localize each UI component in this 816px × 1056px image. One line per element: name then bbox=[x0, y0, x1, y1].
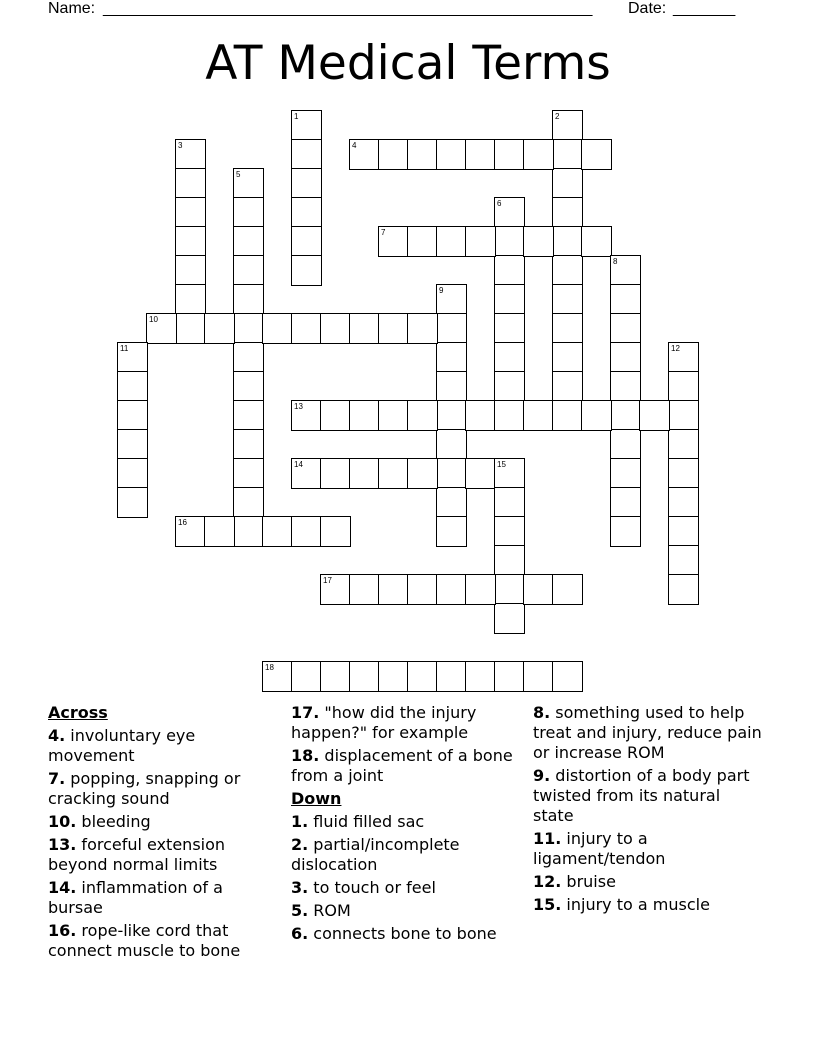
clue-number-label: 8. bbox=[533, 703, 551, 722]
grid-cell[interactable] bbox=[436, 429, 467, 460]
grid-cell[interactable] bbox=[233, 255, 264, 286]
name-label: Name: bbox=[48, 0, 96, 17]
grid-cell[interactable] bbox=[610, 516, 641, 547]
grid-cell[interactable] bbox=[378, 458, 409, 489]
clue-text: fluid filled sac bbox=[308, 812, 425, 831]
grid-cell[interactable] bbox=[552, 197, 583, 228]
grid-cell[interactable] bbox=[494, 661, 525, 692]
clue-number: 6 bbox=[497, 199, 502, 208]
grid-cell[interactable] bbox=[523, 661, 554, 692]
grid-cell[interactable] bbox=[668, 545, 699, 576]
clue-item bbox=[291, 703, 523, 743]
grid-cell[interactable] bbox=[407, 226, 438, 257]
clue-number-label: 2. bbox=[291, 835, 309, 854]
grid-cell[interactable] bbox=[175, 313, 206, 344]
grid-cell[interactable] bbox=[610, 284, 641, 315]
grid-cell[interactable] bbox=[610, 313, 641, 344]
clue-text: inflammation of a bursae bbox=[48, 878, 223, 917]
grid-cell[interactable] bbox=[552, 400, 583, 431]
clue-item bbox=[533, 703, 765, 763]
grid-cell[interactable] bbox=[349, 313, 380, 344]
grid-cell[interactable] bbox=[494, 574, 525, 605]
grid-cell[interactable] bbox=[378, 313, 409, 344]
grid-cell[interactable] bbox=[378, 661, 409, 692]
grid-cell[interactable] bbox=[117, 458, 148, 489]
clue-text: "how did the injury happen?" for example bbox=[291, 703, 477, 742]
grid-cell[interactable] bbox=[610, 371, 641, 402]
grid-cell[interactable] bbox=[233, 313, 264, 344]
clue-item bbox=[48, 878, 280, 918]
clue-number: 1 bbox=[294, 112, 299, 121]
grid-cell[interactable] bbox=[494, 487, 525, 518]
grid-cell[interactable] bbox=[320, 458, 351, 489]
date-label: Date: bbox=[628, 0, 667, 17]
grid-cell[interactable] bbox=[407, 139, 438, 170]
grid-cell[interactable] bbox=[436, 400, 467, 431]
grid-cell[interactable] bbox=[668, 429, 699, 460]
grid-cell[interactable] bbox=[610, 487, 641, 518]
clue-number: 15 bbox=[497, 460, 506, 469]
clues-column-2 bbox=[291, 703, 523, 947]
grid-cell[interactable] bbox=[581, 139, 612, 170]
clue-text: partial/incomplete dislocation bbox=[291, 835, 460, 874]
grid-cell[interactable] bbox=[494, 313, 525, 344]
grid-cell[interactable] bbox=[436, 139, 467, 170]
grid-cell[interactable] bbox=[291, 313, 322, 344]
grid-cell[interactable] bbox=[610, 458, 641, 489]
grid-cell[interactable] bbox=[233, 284, 264, 315]
grid-cell[interactable] bbox=[610, 342, 641, 373]
grid-cell[interactable] bbox=[465, 139, 496, 170]
clue-text: bruise bbox=[561, 872, 616, 891]
clue-item bbox=[48, 921, 280, 961]
grid-cell[interactable] bbox=[610, 429, 641, 460]
grid-cell[interactable] bbox=[494, 400, 525, 431]
clue-number: 16 bbox=[178, 518, 187, 527]
grid-cell[interactable] bbox=[552, 226, 583, 257]
grid-cell[interactable] bbox=[494, 226, 525, 257]
grid-cell[interactable] bbox=[436, 313, 467, 344]
across-heading: Across bbox=[48, 703, 108, 722]
grid-cell[interactable] bbox=[262, 516, 293, 547]
clue-text: involuntary eye movement bbox=[48, 726, 196, 765]
clue-item bbox=[291, 878, 523, 898]
clue-number-label: 15. bbox=[533, 895, 562, 914]
grid-cell[interactable] bbox=[639, 400, 670, 431]
down-heading: Down bbox=[291, 789, 342, 808]
clue-item bbox=[533, 829, 765, 869]
grid-cell[interactable] bbox=[581, 400, 612, 431]
clue-number-label: 5. bbox=[291, 901, 309, 920]
clue-number: 5 bbox=[236, 170, 241, 179]
clue-number-label: 12. bbox=[533, 872, 562, 891]
grid-cell[interactable] bbox=[233, 226, 264, 257]
grid-cell[interactable] bbox=[291, 226, 322, 257]
grid-cell[interactable] bbox=[436, 661, 467, 692]
clue-number: 9 bbox=[439, 286, 444, 295]
grid-cell[interactable] bbox=[378, 574, 409, 605]
clue-item bbox=[291, 812, 523, 832]
clue-number-label: 14. bbox=[48, 878, 77, 897]
grid-cell[interactable] bbox=[668, 371, 699, 402]
clue-item bbox=[291, 746, 523, 786]
grid-cell[interactable] bbox=[668, 487, 699, 518]
grid-cell[interactable] bbox=[552, 313, 583, 344]
grid-cell[interactable] bbox=[552, 574, 583, 605]
grid-cell[interactable] bbox=[378, 139, 409, 170]
clue-text: bleeding bbox=[76, 812, 151, 831]
grid-cell[interactable] bbox=[668, 400, 699, 431]
grid-cell[interactable] bbox=[494, 255, 525, 286]
grid-cell[interactable] bbox=[581, 226, 612, 257]
grid-cell[interactable] bbox=[233, 487, 264, 518]
clue-text: injury to a muscle bbox=[561, 895, 710, 914]
grid-cell[interactable] bbox=[610, 400, 641, 431]
grid-cell[interactable] bbox=[465, 458, 496, 489]
clue-number-label: 16. bbox=[48, 921, 77, 940]
clue-text: connects bone to bone bbox=[308, 924, 497, 943]
grid-cell[interactable] bbox=[175, 168, 206, 199]
clue-number: 10 bbox=[149, 315, 158, 324]
grid-cell[interactable] bbox=[436, 487, 467, 518]
grid-cell[interactable] bbox=[291, 661, 322, 692]
clue-item bbox=[533, 895, 765, 915]
clue-number-label: 1. bbox=[291, 812, 309, 831]
clue-text: forceful extension beyond normal limits bbox=[48, 835, 226, 874]
grid-cell[interactable] bbox=[320, 516, 351, 547]
clue-text: rope-like cord that connect muscle to bone bbox=[48, 921, 241, 960]
grid-cell[interactable] bbox=[436, 574, 467, 605]
clue-text: displacement of a bone from a joint bbox=[291, 746, 513, 785]
clue-text: popping, snapping or cracking sound bbox=[48, 769, 241, 808]
grid-cell[interactable] bbox=[320, 661, 351, 692]
grid-cell[interactable] bbox=[552, 371, 583, 402]
clue-item bbox=[48, 835, 280, 875]
grid-cell[interactable] bbox=[523, 574, 554, 605]
grid-cell[interactable] bbox=[436, 458, 467, 489]
grid-cell[interactable] bbox=[494, 139, 525, 170]
clue-item bbox=[48, 726, 280, 766]
clue-number: 8 bbox=[613, 257, 618, 266]
clue-number: 18 bbox=[265, 663, 274, 672]
grid-cell[interactable] bbox=[117, 429, 148, 460]
grid-cell[interactable] bbox=[668, 458, 699, 489]
grid-cell[interactable] bbox=[552, 342, 583, 373]
grid-cell[interactable] bbox=[407, 400, 438, 431]
grid-cell[interactable] bbox=[407, 458, 438, 489]
grid-cell[interactable] bbox=[233, 458, 264, 489]
grid-cell[interactable] bbox=[349, 458, 380, 489]
grid-cell[interactable] bbox=[523, 226, 554, 257]
grid-cell[interactable] bbox=[117, 400, 148, 431]
grid-cell[interactable] bbox=[175, 226, 206, 257]
grid-cell[interactable] bbox=[523, 139, 554, 170]
clue-item bbox=[291, 901, 523, 921]
grid-cell[interactable] bbox=[378, 400, 409, 431]
grid-cell[interactable] bbox=[436, 371, 467, 402]
grid-cell[interactable] bbox=[668, 516, 699, 547]
clue-number-label: 3. bbox=[291, 878, 309, 897]
grid-cell[interactable] bbox=[552, 139, 583, 170]
clue-number: 7 bbox=[381, 228, 386, 237]
grid-cell[interactable] bbox=[465, 226, 496, 257]
grid-cell[interactable] bbox=[233, 197, 264, 228]
grid-cell[interactable] bbox=[465, 400, 496, 431]
clue-number: 4 bbox=[352, 141, 357, 150]
grid-cell[interactable] bbox=[233, 516, 264, 547]
clue-number: 12 bbox=[671, 344, 680, 353]
grid-cell[interactable] bbox=[523, 400, 554, 431]
grid-cell[interactable] bbox=[204, 313, 235, 344]
grid-cell[interactable] bbox=[552, 168, 583, 199]
grid-cell[interactable] bbox=[552, 661, 583, 692]
page-title: AT Medical Terms bbox=[205, 36, 611, 91]
grid-cell[interactable] bbox=[494, 516, 525, 547]
grid-cell[interactable] bbox=[233, 342, 264, 373]
clue-number-label: 6. bbox=[291, 924, 309, 943]
grid-cell[interactable] bbox=[233, 429, 264, 460]
clues-column-3 bbox=[533, 703, 765, 918]
grid-cell[interactable] bbox=[320, 313, 351, 344]
clue-item bbox=[291, 835, 523, 875]
clue-number-label: 10. bbox=[48, 812, 77, 831]
clue-number-label: 13. bbox=[48, 835, 77, 854]
grid-cell[interactable] bbox=[436, 516, 467, 547]
clues-column-1 bbox=[48, 703, 280, 964]
grid-cell[interactable] bbox=[494, 545, 525, 576]
grid-cell[interactable] bbox=[349, 661, 380, 692]
clue-item bbox=[48, 769, 280, 809]
grid-cell[interactable] bbox=[204, 516, 235, 547]
grid-cell[interactable] bbox=[552, 255, 583, 286]
grid-cell[interactable] bbox=[465, 661, 496, 692]
grid-cell[interactable] bbox=[175, 284, 206, 315]
grid-cell[interactable] bbox=[436, 342, 467, 373]
clue-item bbox=[291, 924, 523, 944]
grid-cell[interactable] bbox=[233, 371, 264, 402]
clue-number-label: 9. bbox=[533, 766, 551, 785]
clue-number: 13 bbox=[294, 402, 303, 411]
grid-cell[interactable] bbox=[349, 574, 380, 605]
grid-cell[interactable] bbox=[668, 574, 699, 605]
clue-number: 3 bbox=[178, 141, 183, 150]
clue-number-label: 17. bbox=[291, 703, 320, 722]
grid-cell[interactable] bbox=[465, 574, 496, 605]
grid-cell[interactable] bbox=[320, 400, 351, 431]
date-field[interactable]: _______ bbox=[673, 0, 736, 17]
clue-text: ROM bbox=[308, 901, 351, 920]
clue-text: to touch or feel bbox=[308, 878, 436, 897]
grid-cell[interactable] bbox=[291, 168, 322, 199]
grid-cell[interactable] bbox=[291, 139, 322, 170]
grid-cell[interactable] bbox=[291, 197, 322, 228]
grid-cell[interactable] bbox=[494, 603, 525, 634]
clue-item bbox=[48, 812, 280, 832]
grid-cell[interactable] bbox=[407, 574, 438, 605]
grid-cell[interactable] bbox=[117, 487, 148, 518]
clue-item bbox=[533, 766, 765, 826]
grid-cell[interactable] bbox=[117, 371, 148, 402]
grid-cell[interactable] bbox=[494, 371, 525, 402]
grid-cell[interactable] bbox=[349, 400, 380, 431]
clue-number-label: 7. bbox=[48, 769, 66, 788]
clue-number-label: 18. bbox=[291, 746, 320, 765]
clue-number: 2 bbox=[555, 112, 560, 121]
clue-number-label: 4. bbox=[48, 726, 66, 745]
clue-number-label: 11. bbox=[533, 829, 562, 848]
name-field[interactable]: _______________________________________________________ bbox=[103, 0, 593, 17]
grid-cell[interactable] bbox=[407, 661, 438, 692]
clue-item bbox=[533, 872, 765, 892]
clue-number: 14 bbox=[294, 460, 303, 469]
grid-cell[interactable] bbox=[291, 516, 322, 547]
grid-cell[interactable] bbox=[233, 400, 264, 431]
grid-cell[interactable] bbox=[175, 197, 206, 228]
clue-number: 11 bbox=[120, 344, 129, 353]
grid-cell[interactable] bbox=[436, 226, 467, 257]
clue-text: injury to a ligament/tendon bbox=[533, 829, 666, 868]
clue-text: something used to help treat and injury, reduce pain or increase ROM bbox=[533, 703, 762, 762]
grid-cell[interactable] bbox=[494, 342, 525, 373]
grid-cell[interactable] bbox=[407, 313, 438, 344]
grid-cell[interactable] bbox=[552, 284, 583, 315]
clue-text: distortion of a body part twisted from its natural state bbox=[533, 766, 750, 825]
grid-cell[interactable] bbox=[175, 255, 206, 286]
grid-cell[interactable] bbox=[262, 313, 293, 344]
grid-cell[interactable] bbox=[291, 255, 322, 286]
grid-cell[interactable] bbox=[494, 284, 525, 315]
clue-number: 17 bbox=[323, 576, 332, 585]
